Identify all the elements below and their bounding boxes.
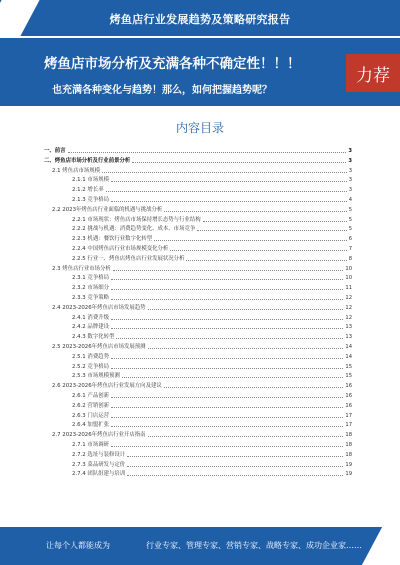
toc-entry[interactable]: [44, 215, 352, 224]
toc-entry-label: 2.1.3 竞争格局: [72, 197, 109, 203]
toc-entry[interactable]: [44, 460, 352, 469]
toc-entry[interactable]: [44, 362, 352, 371]
toc-entry-page: 3: [348, 157, 352, 164]
toc-entry-label: 2.3.3 竞争策略: [72, 295, 109, 301]
toc-entry-label: 2.6.2 营销创新: [72, 402, 109, 409]
toc-entry-page: 16: [345, 383, 352, 390]
toc-entry-page: 18: [345, 451, 352, 458]
toc-entry[interactable]: [44, 450, 352, 459]
toc-entry-page: 5: [348, 216, 352, 223]
toc-leader-dots: [127, 466, 343, 467]
footer-corner-fold: [362, 527, 400, 565]
toc-leader-dots: [111, 299, 343, 300]
hero-banner: [0, 38, 400, 106]
toc-leader-dots: [113, 270, 344, 271]
toc-entry[interactable]: [44, 205, 352, 214]
toc-entry-page: 5: [348, 206, 352, 213]
toc-entry-label: 2.2.4 中国烤鱼店行业市场规模变化分析: [72, 246, 169, 252]
toc-entry-page: 13: [345, 334, 352, 341]
toc-entry[interactable]: [44, 411, 352, 420]
toc-leader-dots: [111, 397, 343, 398]
toc-entry-page: 14: [345, 353, 352, 360]
toc-entry-label: 2.1.1 市场规模: [72, 177, 109, 184]
toc-entry-page: 8: [348, 255, 352, 262]
toc-leader-dots: [122, 377, 344, 378]
toc-entry-page: 10: [345, 275, 352, 282]
toc-entry-page: 7: [348, 246, 352, 252]
toc-leader-dots: [116, 338, 343, 339]
toc-leader-dots: [148, 436, 344, 437]
toc-entry-page: 12: [345, 314, 352, 321]
toc-entry-label: 2.4 2023-2026年烤鱼店市场发展趋势: [52, 304, 146, 311]
toc-entry-page: 3: [348, 148, 352, 154]
report-title: 烤鱼店行业发展趋势及策略研究报告: [109, 13, 291, 26]
toc-entry[interactable]: [44, 332, 352, 341]
toc-entry-page: 19: [345, 471, 352, 478]
toc-entry-page: 13: [345, 324, 352, 331]
toc-entry-label: 2.1 烤鱼店市场规模: [52, 167, 101, 174]
toc-entry[interactable]: [44, 273, 352, 282]
toc-leader-dots: [170, 250, 346, 251]
toc-entry[interactable]: [44, 322, 352, 331]
toc-entry-page: 3: [348, 167, 352, 174]
toc-leader-dots: [111, 328, 343, 329]
toc-leader-dots: [106, 191, 347, 192]
footer-slogan: 让每个人都能成为: [46, 541, 110, 550]
toc-entry-label: 2.4.2 品牌建设: [72, 324, 109, 331]
toc-entry-label: 2.7.1 市场调研: [72, 442, 109, 448]
toc-leader-dots: [111, 201, 347, 202]
toc-entry-label: 2.6.4 加盟扩张: [72, 422, 109, 429]
toc-entry[interactable]: [44, 381, 352, 390]
toc-leader-dots: [203, 221, 347, 222]
toc-entry-page: 16: [345, 402, 352, 409]
toc-entry-label: 2.7.4 团队组建与培训: [72, 471, 126, 478]
toc-entry[interactable]: [44, 195, 352, 204]
toc-leader-dots: [111, 407, 343, 408]
toc-entry-label: 2.7 2023-2026年烤鱼店行业开店指南: [52, 432, 146, 439]
toc-leader-dots: [197, 230, 346, 231]
toc-leader-dots: [111, 358, 343, 359]
toc-entry-label: 2.7.2 选址与装修设计: [72, 451, 126, 458]
toc-entry-label: 2.3 烤鱼店行业市场分析: [52, 265, 111, 272]
toc-entry-label: 2.3.2 市场细分: [72, 285, 109, 292]
toc-entry[interactable]: [44, 244, 352, 253]
toc-entry[interactable]: [44, 254, 352, 263]
toc-leader-dots: [111, 426, 343, 427]
toc-entry[interactable]: [44, 342, 352, 351]
toc-entry[interactable]: [44, 185, 352, 194]
toc-entry-label: 2.2 2023年烤鱼店行业面临的机遇与挑战分析: [52, 206, 163, 213]
hero-headline: 烤鱼店市场分析及充满各种不确定性！！！: [44, 56, 301, 72]
toc-leader-dots: [102, 172, 347, 173]
toc-entry-label: 2.6.3 门店运营: [72, 412, 109, 419]
toc-leader-dots: [154, 240, 347, 241]
toc-entry-page: 12: [345, 295, 352, 301]
toc-leader-dots: [111, 279, 343, 280]
toc-entry-page: 15: [345, 373, 352, 380]
toc-entry-page: 6: [348, 236, 352, 243]
toc-leader-dots: [127, 456, 343, 457]
toc-leader-dots: [164, 211, 346, 212]
toc-entry-page: 3: [348, 187, 352, 194]
toc-entry[interactable]: [44, 224, 352, 233]
toc-entry-label: 2.2.2 挑战与机遇：消费趋势变化、成本、市场竞争: [72, 226, 196, 233]
toc-entry-page: 17: [345, 422, 352, 429]
toc-entry[interactable]: [44, 156, 352, 165]
toc-entry-page: 17: [345, 412, 352, 419]
toc-entry[interactable]: [44, 234, 352, 243]
toc-entry-page: 14: [345, 344, 352, 350]
toc-leader-dots: [132, 162, 346, 163]
toc-entry-page: 18: [345, 442, 352, 448]
toc-entry[interactable]: [44, 469, 352, 478]
toc-entry-label: 2.2.3 机遇：餐饮行业数字化转型: [72, 236, 153, 243]
toc-entry-label: 2.6.1 产品创新: [72, 393, 109, 399]
toc-leader-dots: [127, 475, 343, 476]
toc-entry-page: 5: [348, 226, 352, 233]
toc-entry-label: 2.5 2023-2026年烤鱼店市场发展预测: [52, 344, 146, 350]
toc-entry-label: 2.4.1 消费升级: [72, 314, 109, 321]
toc-leader-dots: [148, 309, 344, 310]
toc-heading: 内容目录: [175, 121, 224, 135]
toc-leader-dots: [164, 387, 344, 388]
toc-entry-page: 11: [345, 285, 352, 292]
toc-leader-dots: [148, 348, 344, 349]
toc-entry-label: 2.6 2023-2026年烤鱼店行业发展方向及建议: [52, 383, 162, 390]
footer-bar: [0, 527, 400, 565]
toc-entry-page: 4: [348, 197, 352, 203]
toc-entry[interactable]: [44, 293, 352, 302]
toc-entry[interactable]: [44, 391, 352, 400]
toc-entry-page: 18: [345, 432, 352, 439]
toc-entry-label: 一、前言: [44, 148, 66, 154]
recommend-badge: 力荐: [346, 54, 400, 92]
hero-subheadline: 也充满各种变化与趋势！那么，如何把握趋势呢？: [52, 85, 272, 96]
toc-entry-page: 15: [345, 363, 352, 370]
header-bar: [0, 0, 400, 36]
toc-entry[interactable]: [44, 401, 352, 410]
toc-leader-dots: [68, 152, 347, 153]
toc-entry[interactable]: [44, 146, 352, 155]
toc-leader-dots: [111, 319, 343, 320]
toc-entry-label: 2.2.1 市场现状：烤鱼店市场保持增长态势与行业结构: [72, 216, 201, 223]
toc-entry[interactable]: [44, 283, 352, 292]
toc-entry-label: 2.5.3 市场规模预测: [72, 373, 120, 380]
toc-entry[interactable]: [44, 420, 352, 429]
toc-entry[interactable]: [44, 166, 352, 175]
toc-entry[interactable]: [44, 352, 352, 361]
footer-roles: 行业专家、管理专家、营销专家、战略专家、成功企业家……: [146, 541, 362, 550]
toc-entry[interactable]: [44, 440, 352, 449]
toc-entry[interactable]: [44, 313, 352, 322]
toc-entry-label: 二、烤鱼店市场分析及行业前景分析: [44, 157, 131, 164]
toc-entry-label: 2.7.3 菜品研发与定价: [72, 461, 126, 468]
toc-entry-page: 12: [345, 304, 352, 311]
toc-entry-page: 3: [348, 177, 352, 184]
toc-entry[interactable]: [44, 175, 352, 184]
toc-leader-dots: [111, 368, 343, 369]
toc-leader-dots: [111, 289, 343, 290]
toc-entry-label: 2.5.1 消费趋势: [72, 353, 109, 360]
toc-entry-label: 2.4.3 数字化转型: [72, 334, 115, 341]
toc-entry-label: 2.3.1 竞争格局: [72, 275, 109, 282]
toc-leader-dots: [111, 446, 343, 447]
toc-entry[interactable]: [44, 371, 352, 380]
toc-entry-label: 2.5.2 竞争格局: [72, 363, 109, 370]
toc-entry[interactable]: [44, 264, 352, 273]
toc-leader-dots: [111, 181, 347, 182]
toc-entry[interactable]: [44, 430, 352, 439]
toc-entry-page: 19: [345, 461, 352, 468]
toc-entry-label: 2.1.2 增长率: [72, 187, 104, 194]
toc-leader-dots: [186, 260, 346, 261]
toc-entry[interactable]: [44, 303, 352, 312]
toc-leader-dots: [111, 417, 343, 418]
toc-entry-label: 2.2.5 行业一、烤鱼店烤鱼店行业发展状况分析: [72, 255, 185, 262]
toc-entry-page: 10: [345, 265, 352, 272]
toc-entry-page: 16: [345, 393, 352, 399]
